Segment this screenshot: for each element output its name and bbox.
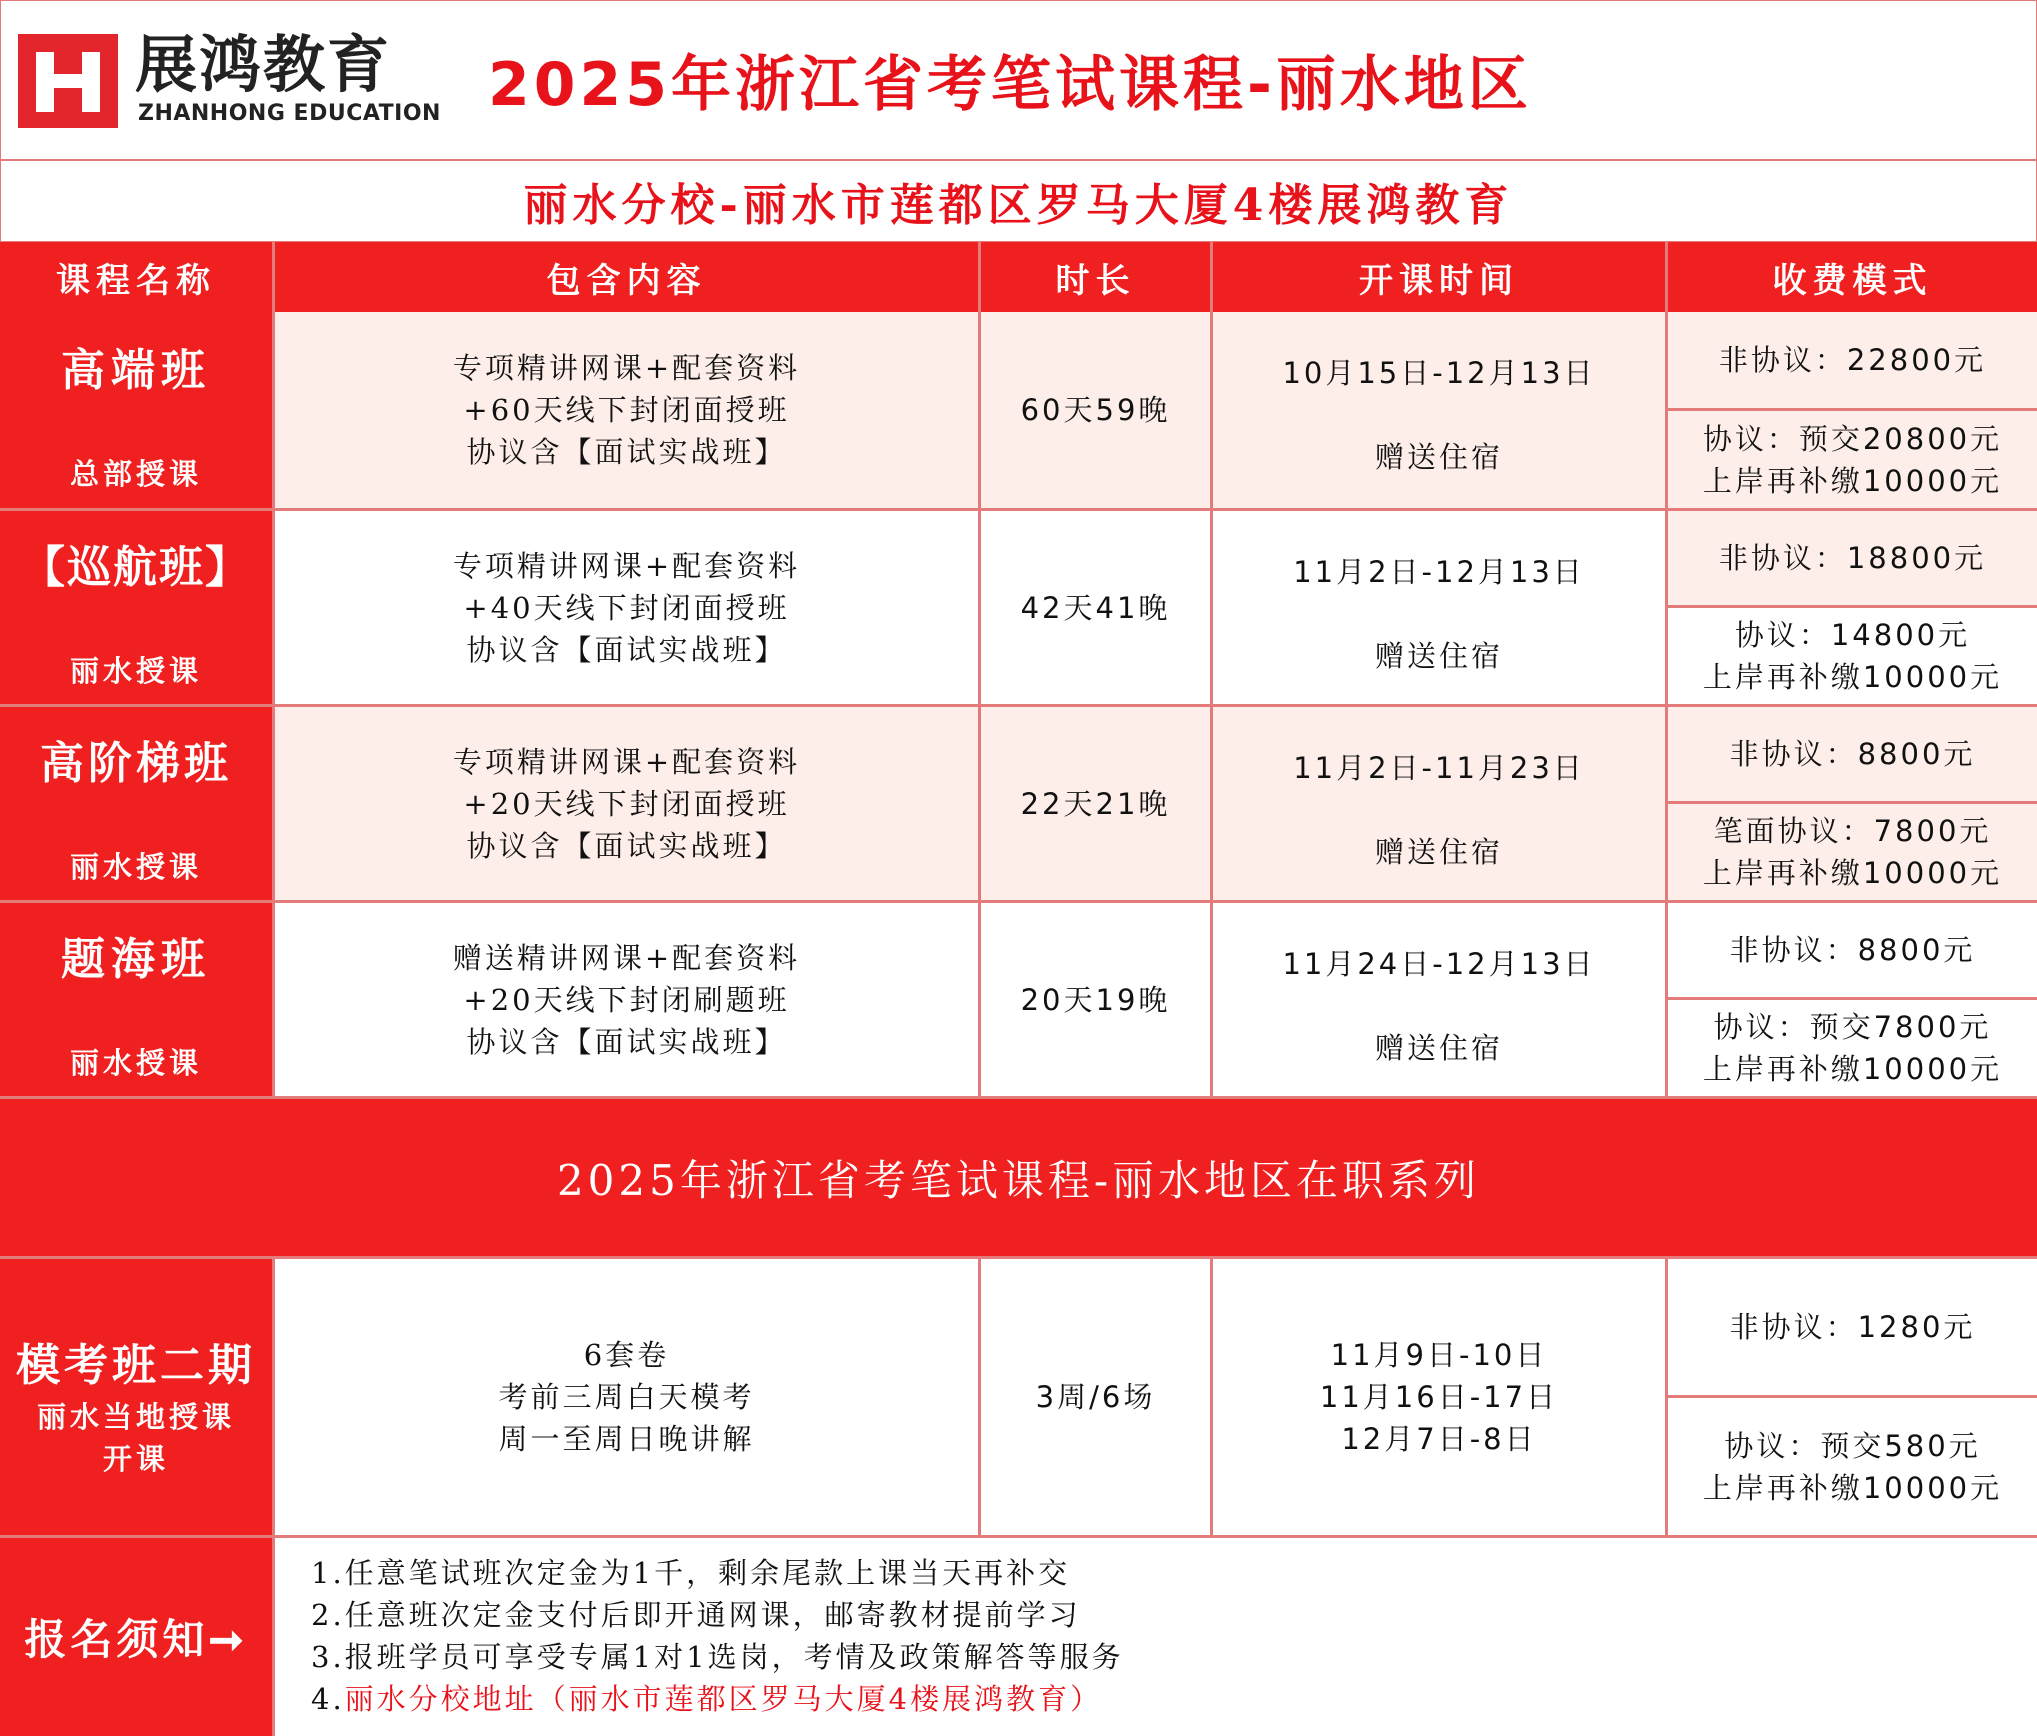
content-line: 协议含【面试实战班】 [466,435,787,469]
table-row-name [0,511,272,704]
notice-item-number: 4. [311,1682,345,1716]
course-dates [1213,707,1665,900]
col-header-dates [1213,242,1665,312]
col-header-duration-label: 时长 [1055,260,1136,301]
gift-note: 赠送住宿 [1374,639,1503,673]
fee-value: 上岸再补缴10000元 [1702,856,2003,890]
date-range: 10月15日-12月13日 [1282,356,1596,390]
col-header-duration [981,242,1210,312]
branch-address-banner [0,160,2037,242]
series-banner [0,1099,2037,1256]
notice-label-cell [0,1538,272,1736]
grid-line [1668,801,2037,804]
course-duration [981,312,1210,508]
fee-agreement [1668,411,2037,508]
grid-line [1210,242,1213,1099]
course-duration [981,1259,1210,1535]
content-line: +60天线下封闭面授班 [463,393,790,427]
grid-line [0,1096,2037,1099]
fee-agreement [1668,608,2037,704]
notice-item: 1.任意笔试班次定金为1千，剩余尾款上课当天再补交 [311,1556,1071,1590]
course-dates [1213,903,1665,1096]
page-title: 2025年浙江省考笔试课程-丽水地区 [488,50,1532,120]
fee-value: 上岸再补缴10000元 [1702,1470,2003,1505]
grid-line [1668,997,2037,1000]
course-content [275,1259,978,1535]
grid-line [1668,605,2037,608]
course-dates [1213,511,1665,704]
duration-value: 20天19晚 [1020,982,1171,1017]
date-range: 12月7日-8日 [1341,1422,1537,1456]
col-header-content-label: 包含内容 [546,260,707,301]
course-name: 高阶梯班 [40,738,232,789]
course-location: 丽水授课 [69,850,202,884]
date-range: 11月9日-10日 [1330,1338,1548,1372]
duration-value: 22天21晚 [1020,786,1171,821]
fee-non-agreement [1668,707,2037,801]
grid-line [272,242,275,1099]
course-duration [981,903,1210,1096]
fee-agreement [1668,804,2037,900]
grid-line [978,1259,981,1538]
fee-value: 协议：预交7800元 [1713,1010,1992,1044]
col-header-fee-label: 收费模式 [1772,260,1933,301]
logo-h-icon [18,34,118,128]
fee-value: 协议：14800元 [1734,618,1971,652]
course-name: 题海班 [61,934,211,985]
grid-line [0,508,2037,511]
grid-line [1668,1395,2037,1398]
brand-name-en: ZHANHONG EDUCATION [138,101,441,126]
fee-value: 协议：预交580元 [1724,1428,1981,1463]
fee-value: 非协议：1280元 [1729,1310,1976,1344]
content-line: +40天线下封闭面授班 [463,590,790,625]
duration-value: 60天59晚 [1020,393,1171,427]
fee-non-agreement [1668,903,2037,997]
date-range: 11月2日-11月23日 [1293,751,1585,785]
content-line: 专项精讲网课+配套资料 [452,744,801,779]
notice-address: 丽水分校地址（丽水市莲都区罗马大厦4楼展鸿教育） [344,1682,1103,1716]
content-line: +20天线下封闭刷题班 [463,982,790,1017]
fee-value: 非协议：8800元 [1729,933,1976,967]
content-line: 6套卷 [583,1338,670,1372]
course-content [275,511,978,704]
course-name: 模考班二期 [16,1340,256,1391]
notice-list [275,1538,2037,1736]
fee-non-agreement [1668,312,2037,408]
course-dates [1213,312,1665,508]
fee-non-agreement [1668,1259,2037,1395]
course-dates [1213,1259,1665,1535]
logo-mark [18,34,118,128]
date-range: 11月16日-17日 [1319,1380,1559,1414]
course-content [275,903,978,1096]
fee-non-agreement [1668,511,2037,605]
course-content [275,312,978,508]
col-header-content [275,242,978,312]
grid-line [978,242,981,1099]
course-location: 丽水当地授课 [36,1400,235,1434]
grid-line [0,1256,2037,1259]
brand-name: 展鸿教育 [135,28,392,101]
col-header-name-label: 课程名称 [56,260,216,301]
grid-line [1665,242,1668,1099]
fee-agreement [1668,1000,2037,1096]
course-name: 高端班 [61,345,211,396]
table-row-name [0,903,272,1096]
date-range: 11月24日-12月13日 [1282,947,1596,981]
table-row-name [0,1259,272,1535]
course-name: 【巡航班】 [21,542,251,593]
fee-value: 非协议：22800元 [1718,343,1987,377]
fee-value: 上岸再补缴10000元 [1702,1052,2003,1086]
date-range: 11月2日-12月13日 [1293,555,1585,589]
fee-value: 上岸再补缴10000元 [1702,660,2003,694]
fee-agreement [1668,1398,2037,1535]
content-line: 专项精讲网课+配套资料 [452,351,801,385]
content-line: 专项精讲网课+配套资料 [452,548,801,583]
series-title: 2025年浙江省考笔试课程-丽水地区在职系列 [556,1155,1481,1205]
notice-item: 3.报班学员可享受专属1对1选岗，考情及政策解答等服务 [311,1640,1124,1674]
table-row-name [0,312,272,508]
branch-address: 丽水分校-丽水市莲都区罗马大厦4楼展鸿教育 [523,180,1514,231]
notice-item: 2.任意班次定金支付后即开通网课，邮寄教材提前学习 [311,1598,1081,1632]
fee-value: 协议：预交20800元 [1702,421,2003,456]
fee-value: 笔面协议：7800元 [1713,814,1992,848]
fee-value: 上岸再补缴10000元 [1702,463,2003,498]
content-line: 协议含【面试实战班】 [466,632,787,667]
grid-line [272,1259,275,1736]
course-duration [981,511,1210,704]
content-line: 协议含【面试实战班】 [466,828,787,863]
col-header-fee [1668,242,2037,312]
grid-line [1668,408,2037,411]
content-line: 赠送精讲网课+配套资料 [452,940,801,975]
duration-value: 42天41晚 [1020,590,1171,625]
course-content [275,707,978,900]
gift-note: 赠送住宿 [1374,835,1503,869]
table-row-name [0,707,272,900]
gift-note: 赠送住宿 [1374,1031,1503,1065]
grid-line [0,900,2037,903]
course-duration [981,707,1210,900]
course-location: 丽水授课 [69,654,202,688]
content-line: 协议含【面试实战班】 [466,1024,787,1059]
course-location: 丽水授课 [69,1046,202,1080]
content-line: 周一至周日晚讲解 [498,1422,755,1456]
fee-value: 非协议：8800元 [1729,737,1976,771]
notice-label: 报名须知➞ [24,1615,248,1664]
col-header-name [0,242,272,312]
notice-item [311,1678,1102,1720]
content-line: +20天线下封闭面授班 [463,786,790,821]
grid-line [0,1535,2037,1538]
col-header-dates-label: 开课时间 [1359,260,1519,301]
fee-value: 非协议：18800元 [1718,541,1987,575]
gift-note: 赠送住宿 [1374,440,1503,474]
course-location: 总部授课 [69,457,202,491]
grid-line [1665,1259,1668,1538]
duration-value: 3周/6场 [1035,1380,1156,1414]
grid-line [0,704,2037,707]
content-line: 考前三周白天模考 [498,1380,755,1414]
course-location-note: 开课 [102,1442,169,1476]
grid-line [1210,1259,1213,1538]
